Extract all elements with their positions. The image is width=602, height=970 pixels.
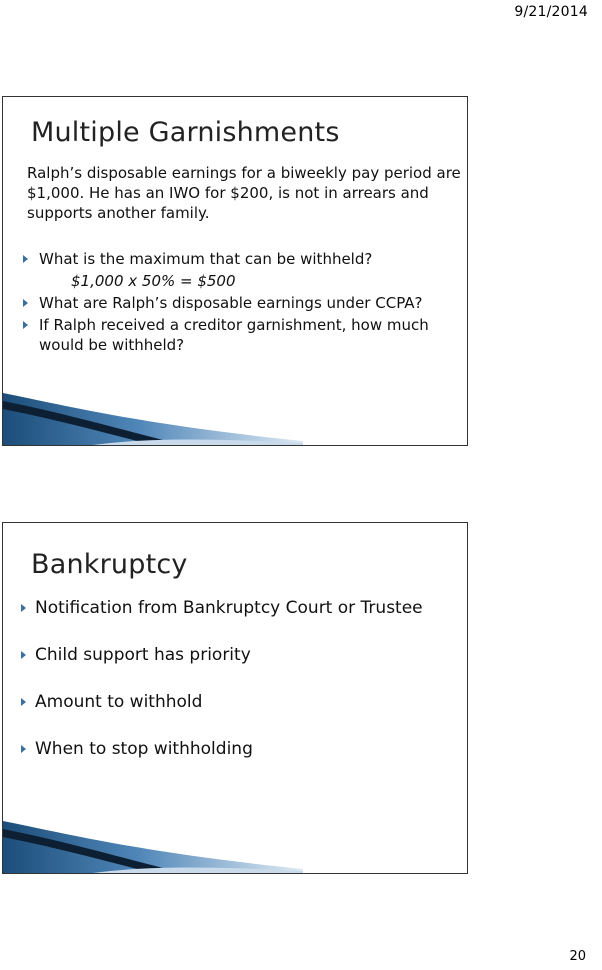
- page-number: 20: [569, 949, 586, 964]
- bullet-item: [21, 293, 463, 313]
- bullet-item: [21, 249, 463, 269]
- bullet-item: [19, 738, 459, 760]
- bullet-item: [19, 691, 459, 713]
- bullet-text: When to stop withholding: [35, 739, 253, 759]
- slide-bankruptcy: [2, 522, 468, 874]
- bullet-text: If Ralph received a creditor garnishment, how much would be withheld?: [39, 316, 429, 354]
- slide-intro-text: [27, 163, 463, 223]
- triangle-bullet-icon: [23, 299, 28, 307]
- bullet-item: [19, 644, 459, 666]
- bullet-text: Child support has priority: [35, 645, 251, 665]
- slide-title: Bankruptcy: [31, 549, 188, 580]
- answer-text: $1,000 x 50% = $500: [71, 272, 236, 290]
- triangle-bullet-icon: [23, 255, 28, 263]
- bullet-text: Amount to withhold: [35, 692, 203, 712]
- triangle-bullet-icon: [23, 321, 28, 329]
- bullet-text: Notification from Bankruptcy Court or Trustee: [35, 598, 423, 618]
- bullet-text: What are Ralph’s disposable earnings under CCPA?: [39, 294, 423, 312]
- triangle-bullet-icon: [21, 651, 26, 659]
- decorative-swoosh: [3, 813, 303, 873]
- slide-multiple-garnishments: [2, 96, 468, 446]
- triangle-bullet-icon: [21, 745, 26, 753]
- bullet-list: [21, 249, 463, 357]
- intro-paragraph: Ralph’s disposable earnings for a biweekly pay period are $1,000. He has an IWO for $200, is not in arrears and supports another family.: [27, 164, 461, 222]
- triangle-bullet-icon: [21, 698, 26, 706]
- bullet-item: [21, 315, 463, 355]
- decorative-swoosh: [3, 385, 303, 445]
- header-date: 9/21/2014: [514, 4, 588, 20]
- bullet-list: [19, 597, 459, 785]
- bullet-text: What is the maximum that can be withheld?: [39, 250, 373, 268]
- slide-title: Multiple Garnishments: [31, 117, 340, 148]
- triangle-bullet-icon: [21, 604, 26, 612]
- bullet-item: [19, 597, 459, 619]
